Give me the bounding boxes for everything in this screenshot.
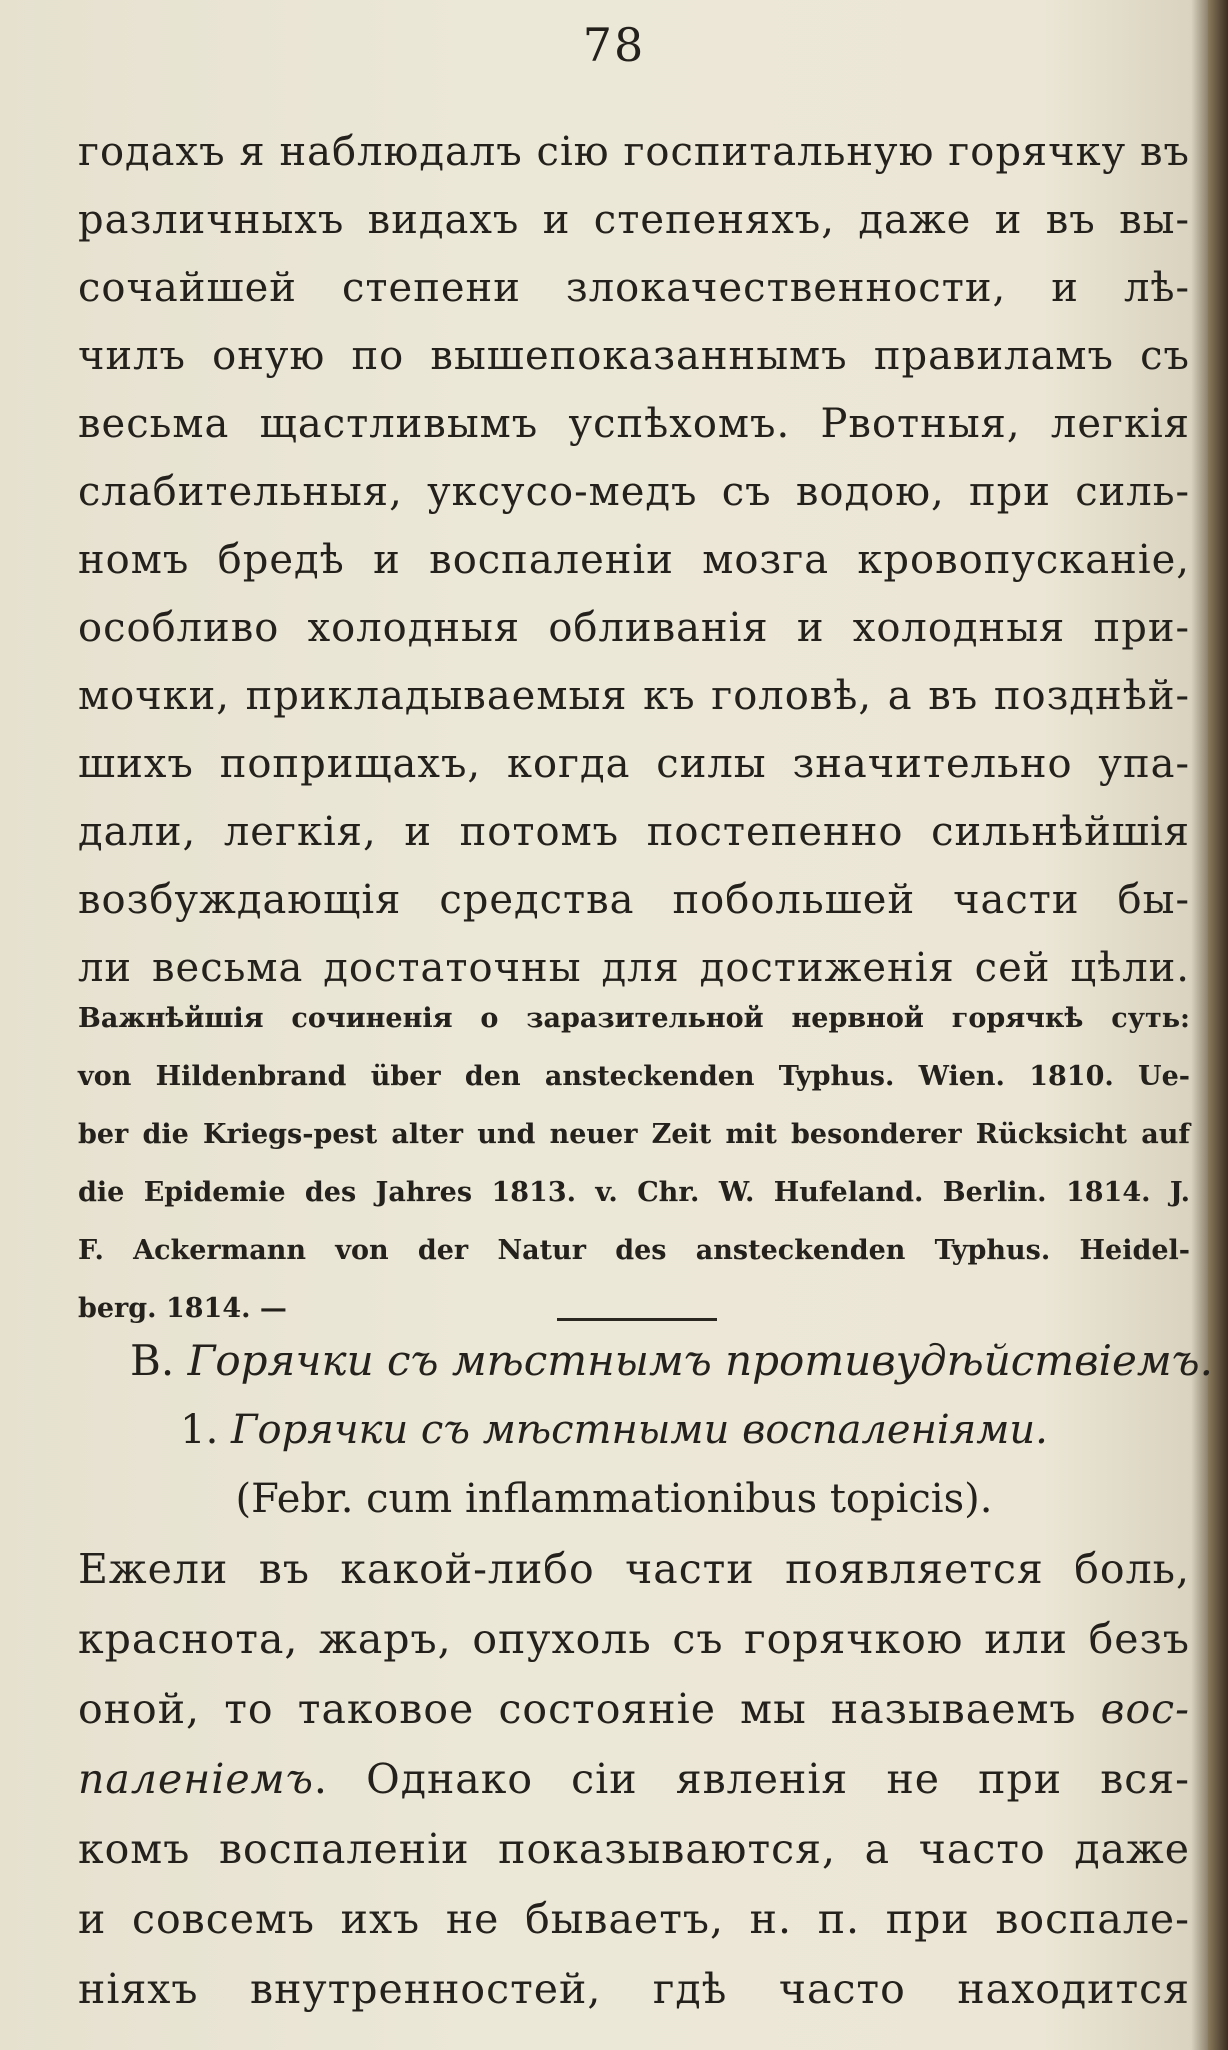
text-line: шихъ поприщахъ, когда силы значительно упа- bbox=[78, 741, 1190, 787]
main-text bbox=[78, 118, 1190, 1002]
footnote-line: F. Ackermann von der Natur des ansteckenden Typhus. Heidel- bbox=[78, 1235, 1190, 1266]
page-edge bbox=[1208, 0, 1228, 2050]
text-line: годахъ я наблюдалъ сію госпитальную горячку въ bbox=[78, 129, 1190, 175]
subsection-number: 1. bbox=[180, 1407, 219, 1453]
page-number: 78 bbox=[582, 18, 646, 72]
text-run: . Однако сіи явленія не при вся- bbox=[313, 1755, 1190, 1803]
text-line: ли весьма достаточны для достиженія сей цѣли. bbox=[78, 945, 1190, 991]
footnote-line: von Hildenbrand über den ansteckenden Typhus. Wien. 1810. Ue- bbox=[78, 1061, 1190, 1092]
footnote-line: Важнѣйшія сочиненія о заразительной нервной горячкѣ суть: bbox=[78, 1003, 1190, 1034]
section-heading bbox=[130, 1326, 1213, 1396]
subsection-heading bbox=[0, 1396, 1228, 1464]
italic-term: паленіемъ bbox=[78, 1755, 314, 1803]
section-divider bbox=[557, 1318, 717, 1321]
text-line bbox=[78, 1674, 1190, 1744]
text-run: оной, то таковое состояніе мы называемъ bbox=[78, 1685, 1101, 1733]
text-line: весьма щастливымъ успѣхомъ. Рвотныя, легкія bbox=[78, 401, 1190, 447]
text-line: различныхъ видахъ и степеняхъ, даже и въ вы- bbox=[78, 197, 1190, 243]
footnote bbox=[78, 990, 1190, 1338]
footnote-line: die Epidemie des Jahres 1813. v. Chr. W. Hufeland. Berlin. 1814. J. bbox=[78, 1177, 1190, 1208]
latin-heading: (Febr. cum inflammationibus topicis). bbox=[235, 1476, 993, 1522]
text-line: номъ бредѣ и воспаленіи мозга кровопусканіе, bbox=[78, 537, 1190, 583]
text-line: и совсемъ ихъ не бываетъ, н. п. при воспале- bbox=[78, 1895, 1190, 1943]
section-title: Горячки съ мѣстнымъ противудѣйствіемъ. bbox=[187, 1336, 1213, 1385]
text-line: дали, легкія, и потомъ постепенно сильнѣйшія bbox=[78, 809, 1190, 855]
text-line: слабительныя, уксусо-медъ съ водою, при силь- bbox=[78, 469, 1190, 515]
footnote-line: berg. 1814. — bbox=[78, 1293, 287, 1324]
footnote-line: ber die Kriegs-pest alter und neuer Zeit mit besonderer Rücksicht auf bbox=[78, 1119, 1190, 1150]
text-line: мочки, прикладываемыя къ головѣ, а въ позднѣй- bbox=[78, 673, 1190, 719]
section-letter: B. bbox=[130, 1336, 175, 1385]
italic-term: вос- bbox=[1100, 1685, 1190, 1733]
subsection-title: Горячки съ мѣстными воспаленіями. bbox=[231, 1407, 1048, 1453]
text-line: комъ воспаленіи показываются, а часто даже bbox=[78, 1825, 1190, 1873]
section-text bbox=[78, 1534, 1190, 2024]
text-line: Ежели въ какой-либо части появляется боль, bbox=[78, 1545, 1190, 1593]
text-line: сочайшей степени злокачественности, и лѣ- bbox=[78, 265, 1190, 311]
text-line: особливо холодныя обливанія и холодныя при- bbox=[78, 605, 1190, 651]
text-line: чилъ оную по вышепоказаннымъ правиламъ съ bbox=[78, 333, 1190, 379]
text-line bbox=[78, 1744, 1190, 1814]
text-line: краснота, жаръ, опухоль съ горячкою или безъ bbox=[78, 1615, 1190, 1663]
text-line: возбуждающія средства побольшей части бы- bbox=[78, 877, 1190, 923]
text-line: ніяхъ внутренностей, гдѣ часто находится bbox=[78, 1965, 1190, 2013]
